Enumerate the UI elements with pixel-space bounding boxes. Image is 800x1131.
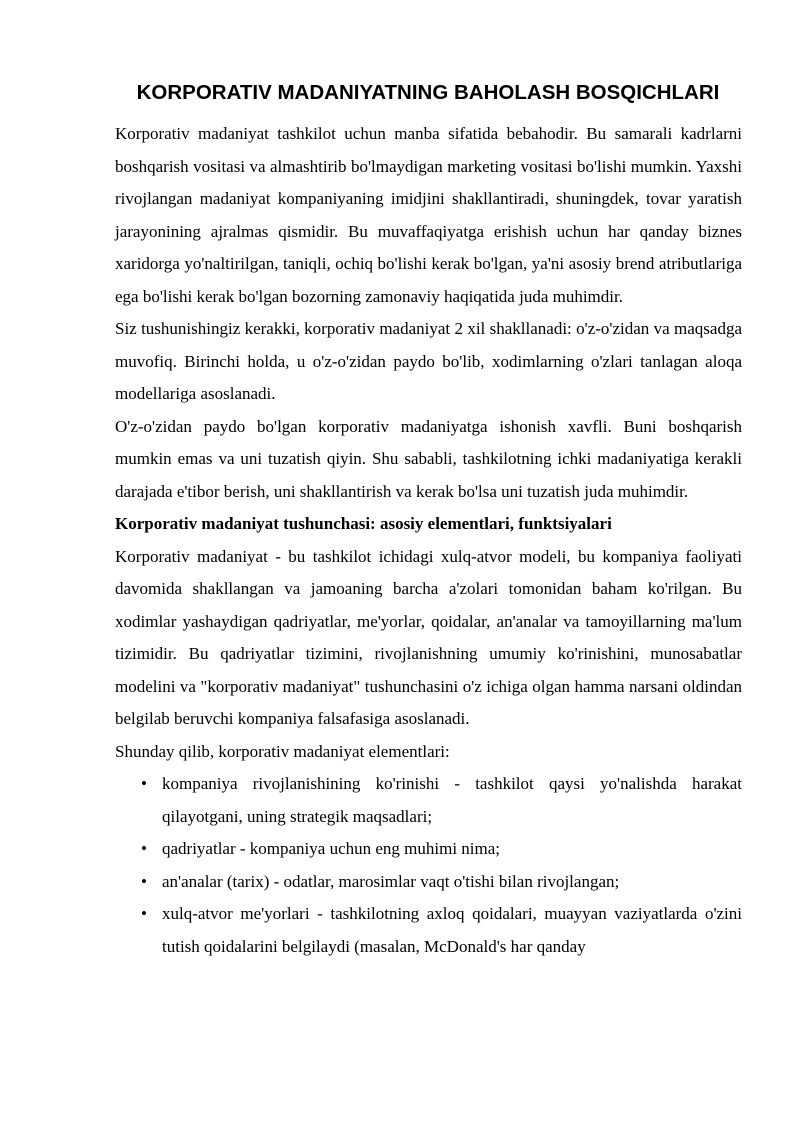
- element-list: [115, 768, 742, 963]
- bullet-icon: •: [141, 774, 147, 793]
- list-item-text: kompaniya rivojlanishining ko'rinishi - tashkilot qaysi yo'nalishda harakat qilayotgani, uning strategik maqsadlari;: [162, 774, 742, 826]
- paragraph: O'z-o'zidan paydo bo'lgan korporativ madaniyatga ishonish xavfli. Buni boshqarish mumkin emas va uni tuzatish qiyin. Shu sababli, tashkilotning ichki madaniyatiga kerakli darajada e'tibor berish, uni shakllantirish va kerak bo'lsa uni tuzatish juda muhimdir.: [115, 416, 742, 501]
- bullet-icon: •: [141, 871, 147, 891]
- bullet-icon: •: [141, 839, 147, 858]
- list-item-text: xulq-atvor me'yorlari - tashkilotning axloq qoidalari, muayyan vaziyatlarda o'zini tutish qoidalarini belgilaydi (masalan, McDonald's har qanday: [162, 904, 742, 956]
- list-item: [115, 866, 742, 899]
- section-heading: Korporativ madaniyat tushunchasi: asosiy elementlari, funktsiyalari: [115, 514, 612, 533]
- list-item: [115, 768, 742, 833]
- list-item-text: an'analar (tarix) - odatlar, marosimlar vaqt o'tishi bilan rivojlangan;: [162, 871, 620, 891]
- document-body: [115, 118, 742, 963]
- list-item-text: qadriyatlar - kompaniya uchun eng muhimi nima;: [162, 839, 501, 858]
- document-title: KORPORATIV MADANIYATNING BAHOLASH BOSQICHLARI: [136, 81, 720, 104]
- paragraph: Siz tushunishingiz kerakki, korporativ madaniyat 2 xil shakllanadi: o'z-o'zidan va maqsadga muvofiq. Birinchi holda, u o'z-o'zidan paydo bo'lib, xodimlarning o'zlari tanlagan aloqa modellariga asoslanadi.: [115, 319, 742, 403]
- list-item: [115, 898, 742, 963]
- bullet-icon: •: [141, 904, 147, 923]
- paragraph: Korporativ madaniyat - bu tashkilot ichidagi xulq-atvor modeli, bu kompaniya faoliyati davomida shakllangan va jamoaning barcha a'zolari tomonidan baham ko'rilgan. Bu xodimlar yashaydigan qadriyatlar, me'yorlar, qoidalar, an'analar va tamoyillarning ma'lum tizimidir. Bu qadriyatlar tizimini, rivojlanishning umumiy ko'rinishini, munosabatlar modelini va "korporativ madaniyat" tushunchasini o'z ichiga olgan hamma narsani oldindan belgilab beruvchi kompaniya falsafasiga asoslanadi.: [115, 546, 742, 728]
- paragraph: Shunday qilib, korporativ madaniyat elementlari:: [115, 741, 450, 761]
- list-item: [115, 833, 742, 866]
- paragraph: Korporativ madaniyat tashkilot uchun manba sifatida bebahodir. Bu samarali kadrlarni boshqarish vositasi va almashtirib bo'lmaydigan marketing vositasi bo'lishi mumkin. Yaxshi rivojlangan madaniyat kompaniyaning imidjini shakllantiradi, shuningdek, tovar yaratish jarayonining ajralmas qismidir. Bu muvaffaqiyatga erishish uchun har qanday biznes xaridorga yo'naltirilgan, taniqli, ochiq bo'lishi kerak bo'lgan, ya'ni asosiy brend atributlariga ega bo'lishi kerak bo'lgan bozorning zamonaviy haqiqatida juda muhimdir.: [115, 124, 742, 306]
